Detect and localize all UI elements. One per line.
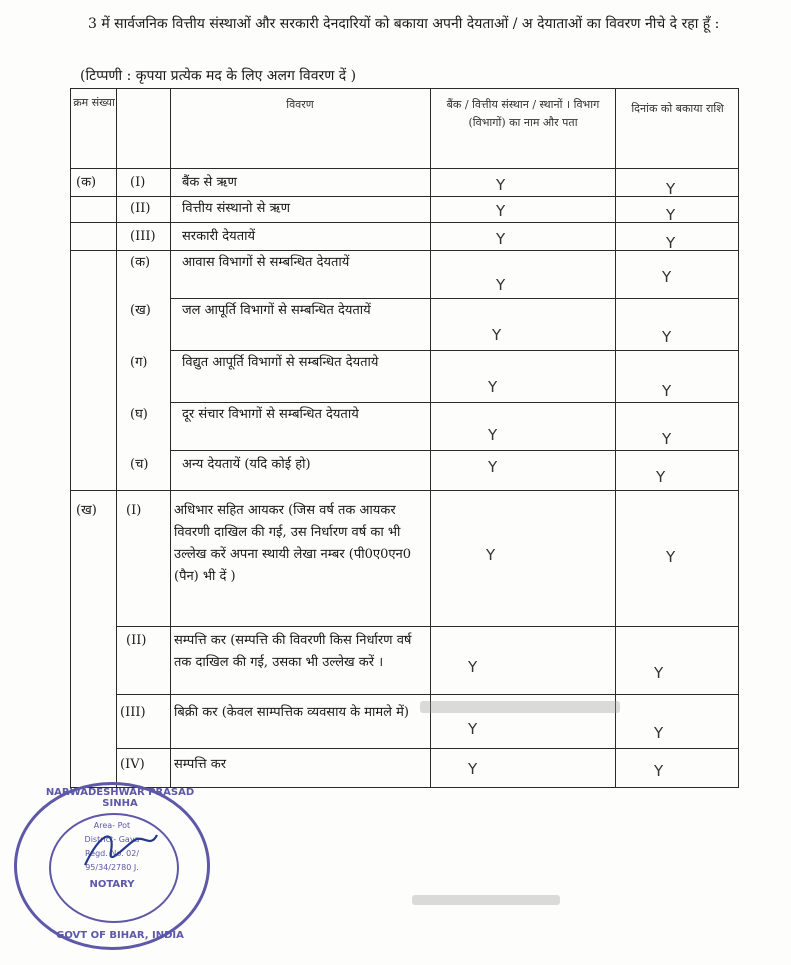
stamp-title: NOTARY — [89, 879, 135, 890]
row-subserial: (III) — [120, 705, 146, 720]
row-subserial: (III) — [130, 229, 156, 244]
amount-mark: Y — [666, 548, 676, 566]
amount-mark: Y — [654, 762, 664, 780]
amount-mark: Y — [662, 382, 672, 400]
bank-mark: Y — [486, 546, 496, 564]
amount-mark: Y — [662, 430, 672, 448]
bank-mark: Y — [496, 230, 506, 248]
stamp-ring-top: NARWADESHWAR PRASAD SINHA — [45, 787, 195, 809]
stamp-district: District- Gaya — [84, 835, 140, 844]
row-subserial: (I) — [130, 175, 146, 190]
row-serial: (क) — [76, 175, 97, 190]
row-text: आवास विभागों से सम्बन्धित देयतायें — [182, 255, 350, 270]
header-details: विवरण — [286, 98, 314, 111]
row-text: अधिभार सहित आयकर (जिस वर्ष तक आयकर विवरणी दाखिल की गई, उस निर्धारण वर्ष का भी उल्लेख करें अपना स्थायी लेखा नम्बर (पी0ए0एन0 (पैन) भी दें ) — [174, 503, 412, 584]
table-border-left — [70, 88, 71, 788]
scan-smudge — [412, 895, 560, 905]
stamp-number: 95/34/2780 J. — [85, 863, 139, 872]
row-subserial: (घ) — [130, 407, 148, 422]
amount-mark: Y — [662, 268, 672, 286]
row-subserial: (IV) — [120, 757, 145, 772]
header-serial: क्रम संख्या — [73, 96, 115, 109]
stamp-ring-bottom: GOVT OF BIHAR, INDIA — [56, 930, 184, 941]
row-text: वित्तीय संस्थानो से ऋण — [182, 201, 290, 216]
row-text: विद्युत आपूर्ति विभागों से सम्बन्धित देयताये — [182, 355, 379, 370]
row-subserial: (क) — [130, 255, 151, 270]
row-text: दूर संचार विभागों से सम्बन्धित देयताये — [182, 407, 359, 422]
header-amount: दिनांक को बकाया राशि — [631, 102, 724, 115]
row-subserial: (II) — [126, 633, 147, 648]
section-note: (टिप्पणी : कृपया प्रत्येक मद के लिए अलग विवरण दें ) — [80, 68, 357, 84]
bank-mark: Y — [468, 760, 478, 778]
row-text: सम्पत्ति कर (सम्पत्ति की विवरणी किस निर्धारण वर्ष तक दाखिल की गई, उसका भी उल्लेख करें । — [174, 633, 412, 670]
scan-smudge — [420, 701, 620, 713]
signature-icon — [81, 821, 161, 875]
row-text: सम्पत्ति कर — [174, 757, 227, 772]
table-border-right — [738, 88, 739, 788]
bank-mark: Y — [488, 458, 498, 476]
header-rule — [70, 168, 738, 169]
row-subserial: (II) — [130, 201, 151, 216]
stamp-reg: Regd. No. 02/ — [84, 849, 140, 858]
col-divider — [615, 88, 616, 788]
amount-mark: Y — [654, 664, 664, 682]
row-subserial: (I) — [126, 503, 142, 518]
header-bank: बैंक / वित्तीय संस्थान / स्थानों । विभाग (विभागों) का नाम और पता — [446, 98, 600, 129]
amount-mark: Y — [662, 328, 672, 346]
row-subserial: (च) — [130, 457, 149, 472]
row-text: अन्य देयतायें (यदि कोई हो) — [182, 457, 311, 472]
amount-mark: Y — [654, 724, 664, 742]
bank-mark: Y — [496, 202, 506, 220]
col-divider — [116, 88, 117, 788]
table-top — [70, 88, 738, 89]
row-text: बैंक से ऋण — [182, 175, 237, 190]
stamp-area: Area- Pot — [93, 821, 131, 830]
notary-stamp — [14, 782, 210, 950]
bank-mark: Y — [488, 426, 498, 444]
row-subserial: (ख) — [130, 303, 151, 318]
bank-mark: Y — [492, 326, 502, 344]
col-divider — [170, 88, 171, 788]
bank-mark: Y — [468, 658, 478, 676]
amount-mark: Y — [666, 206, 676, 224]
row-serial: (ख) — [76, 503, 97, 518]
bank-mark: Y — [468, 720, 478, 738]
row-subserial: (ग) — [130, 355, 148, 370]
row-text: जल आपूर्ति विभागों से सम्बन्धित देयतायें — [182, 303, 371, 318]
row-text: सरकारी देयतायें — [182, 229, 256, 244]
amount-mark: Y — [666, 234, 676, 252]
section-heading: 3 में सार्वजनिक वित्तीय संस्थाओं और सरकारी देनदारियों को बकाया अपनी देयताओं / अ देयाताओं का विवरण नीचे दे रहा हूँ : — [88, 16, 720, 32]
amount-mark: Y — [666, 180, 676, 198]
row-text: बिक्री कर (केवल साम्पत्तिक व्यवसाय के मामले में) — [174, 705, 409, 720]
bank-mark: Y — [488, 378, 498, 396]
bank-mark: Y — [496, 176, 506, 194]
liabilities-table — [70, 88, 740, 788]
col-divider — [430, 88, 431, 788]
amount-mark: Y — [656, 468, 666, 486]
bank-mark: Y — [496, 276, 506, 294]
